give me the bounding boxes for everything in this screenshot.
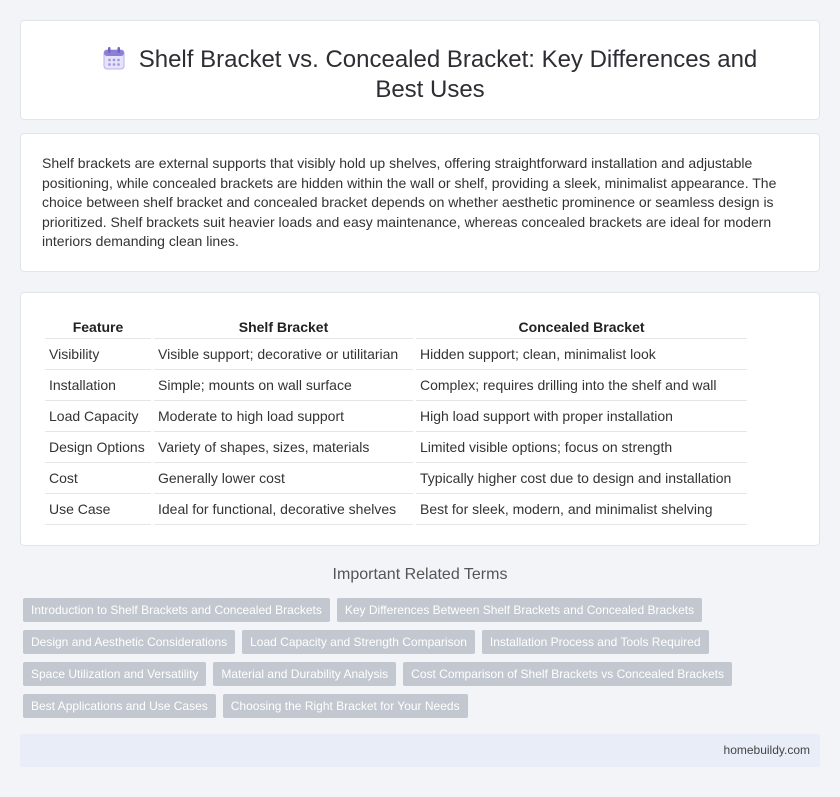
cell-feature: Cost <box>45 463 151 494</box>
table-header-row <box>45 315 747 339</box>
cell-shelf: Variety of shapes, sizes, materials <box>154 432 413 463</box>
cell-shelf: Generally lower cost <box>154 463 413 494</box>
header-feature: Feature <box>45 315 151 339</box>
related-terms-list <box>23 598 813 726</box>
cell-shelf: Simple; mounts on wall surface <box>154 370 413 401</box>
cell-concealed: Complex; requires drilling into the shelf and wall <box>416 370 747 401</box>
cell-feature: Installation <box>45 370 151 401</box>
table-row <box>45 463 747 494</box>
page-title-wrap <box>81 45 779 105</box>
title-card <box>20 20 820 120</box>
table-row <box>45 339 747 370</box>
header-concealed-bracket: Concealed Bracket <box>416 315 747 339</box>
related-term-tag[interactable]: Key Differences Between Shelf Brackets and Concealed Brackets <box>337 598 702 622</box>
cell-feature: Use Case <box>45 494 151 525</box>
calendar-icon <box>103 46 125 70</box>
table-row <box>45 370 747 401</box>
cell-concealed: Typically higher cost due to design and installation <box>416 463 747 494</box>
cell-feature: Visibility <box>45 339 151 370</box>
table-row <box>45 401 747 432</box>
page-title: Shelf Bracket vs. Concealed Bracket: Key Differences and Best Uses <box>138 46 758 103</box>
cell-shelf: Ideal for functional, decorative shelves <box>154 494 413 525</box>
related-term-tag[interactable]: Cost Comparison of Shelf Brackets vs Concealed Brackets <box>403 662 732 686</box>
cell-concealed: Best for sleek, modern, and minimalist shelving <box>416 494 747 525</box>
table-row <box>45 494 747 525</box>
cell-concealed: Hidden support; clean, minimalist look <box>416 339 747 370</box>
cell-feature: Load Capacity <box>45 401 151 432</box>
related-term-tag[interactable]: Load Capacity and Strength Comparison <box>242 630 475 654</box>
related-term-tag[interactable]: Choosing the Right Bracket for Your Needs <box>223 694 468 718</box>
related-terms-heading: Important Related Terms <box>332 566 508 583</box>
footer-site-link[interactable]: homebuildy.com <box>723 743 810 757</box>
cell-concealed: Limited visible options; focus on strength <box>416 432 747 463</box>
cell-concealed: High load support with proper installation <box>416 401 747 432</box>
cell-shelf: Moderate to high load support <box>154 401 413 432</box>
cell-feature: Design Options <box>45 432 151 463</box>
related-term-tag[interactable]: Material and Durability Analysis <box>213 662 396 686</box>
related-term-tag[interactable]: Introduction to Shelf Brackets and Concealed Brackets <box>23 598 330 622</box>
intro-paragraph: Shelf brackets are external supports that visibly hold up shelves, offering straightforward installation and adjustable positioning, while concealed brackets are hidden within the wall or shelf, providing a sleek, minimalist appearance. The choice between shelf bracket and concealed bracket depends on whether aesthetic prominence or seamless design is prioritized. Shelf brackets suit heavier loads and easy maintenance, whereas concealed brackets are ideal for modern interiors demanding clean lines. <box>42 155 777 250</box>
related-term-tag[interactable]: Space Utilization and Versatility <box>23 662 206 686</box>
table-row <box>45 432 747 463</box>
footer <box>20 734 820 767</box>
comparison-table <box>42 315 750 525</box>
related-term-tag[interactable]: Design and Aesthetic Considerations <box>23 630 235 654</box>
intro-card <box>20 133 820 272</box>
cell-shelf: Visible support; decorative or utilitarian <box>154 339 413 370</box>
comparison-card <box>20 292 820 546</box>
related-term-tag[interactable]: Installation Process and Tools Required <box>482 630 709 654</box>
header-shelf-bracket: Shelf Bracket <box>154 315 413 339</box>
related-term-tag[interactable]: Best Applications and Use Cases <box>23 694 216 718</box>
